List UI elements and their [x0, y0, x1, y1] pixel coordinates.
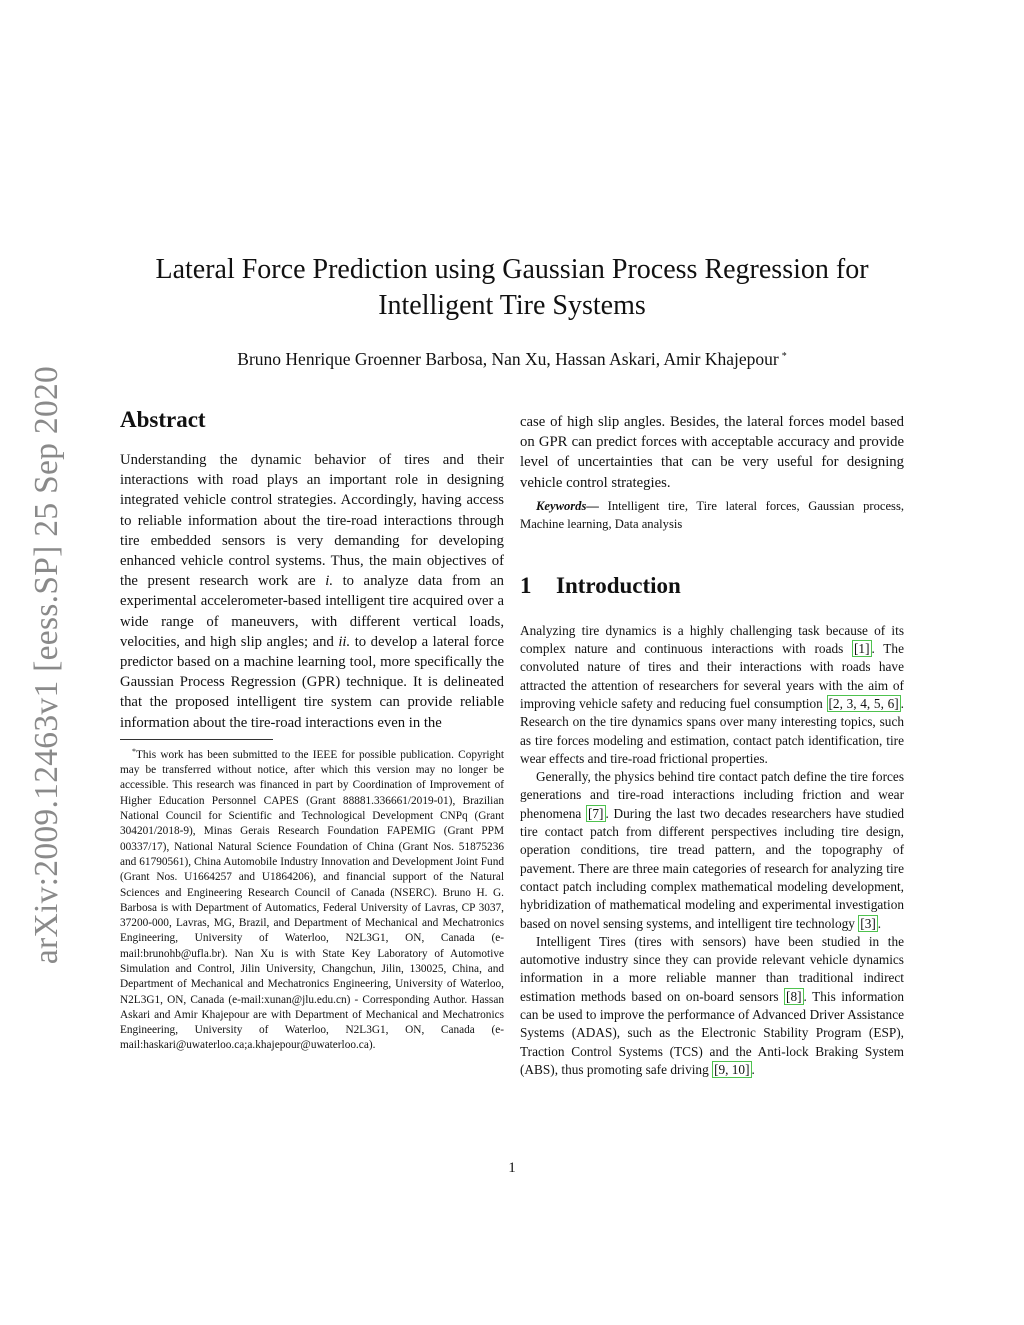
intro-p1-text-c: . Research on the tire dynamics spans over many interesting topics, such as tire forces modeling and estimation, contact patch identification, tire wear effects and tire-road frictional properties. [520, 696, 904, 766]
intro-p3-text-c: . [751, 1061, 755, 1077]
arxiv-stamp [26, 345, 68, 985]
abstract-body [120, 450, 504, 733]
intro-p2-text-b: . During the last two decades researchers have studied tire contact patch from different perspectives including tire design, operation conditions, tire tread pattern, and the topography of pavement. There are three main categories of research for analyzing tire contact patch including complex mathematical modeling development, hybridization of mathematical modeling and experimental investigation based on novel sensing systems, and intelligent tire technology [520, 805, 904, 931]
intro-p2-text-c: . [877, 915, 882, 931]
abstract-part-2: to analyze data from an experimental accelerometer-based intelligent tire acquired over a wide range of maneuvers, with different vertical loads, velocities, and high slip angles; and [120, 573, 504, 650]
intro-p1-text-b: . The convoluted nature of tires and their interactions with roads have attracted the attention of researchers for several years with the aim of improving vehicle safety and reducing fuel consumption [520, 641, 904, 711]
intro-paragraph-3 [520, 933, 904, 1079]
abstract-heading: Abstract [120, 407, 206, 432]
footnote-text: This work has been submitted to the IEEE for possible publication. Copyright may be transferred without notice, after which this version may no longer be accessible. This research was financed in part by Coordination of Improvement of Higher Education Personnel CAPES (Grant 88881.336661/2019-01), Brazilian National Council for Scientific and Technological Development CNPq (Grant 304201/2018-9), Minas Gerais Research Foundation FAPEMIG (Grant PPM 00337/17), National Natural Science Foundation of China (Grant Nos. 51875236 and 61790561), China Automobile Industry Innovation and Development Joint Fund (Grant Nos. U1664257 and U1864206), and financial support of the Natural Sciences and Engineering Research Council of Canada (NSERC). Bruno H. G. Barbosa is with Department of Automatics, Federal University of Lavras, CP 3037, 37200-000, Lavras, MG, Brazil, and Department of Mechanical and Mechatronics Engineering, University of Waterloo, N2L3G1, ON, Canada (e-mail:brunohb@ufla.br). Nan Xu is with State Key Laboratory of Automotive Simulation and Control, Jilin University, Changchun, Jilin, 130025, China, and Department of Mechanical and Mechatronics Engineering, University of Waterloo, N2L3G1, ON, Canada (e-mail:xunan@jlu.edu.cn) - Corresponding Author. Hassan Askari and Amir Khajepour are with Department of Mechanical and Mechatronics Engineering, University of Waterloo, N2L3G1, ON, Canada (e-mail:haskari@uwaterloo.ca;a.khajepour@uwaterloo.ca). [120, 748, 504, 1052]
citation-link[interactable]: [2, 3, 4, 5, 6] [828, 696, 899, 711]
citation-link[interactable]: [8] [786, 988, 802, 1004]
abstract-item-ii: ii. [338, 633, 351, 650]
page-number: 1 [508, 1160, 516, 1176]
intro-paragraph-1 [520, 622, 904, 768]
arxiv-identifier: arXiv:2009.12463v1 [eess.SP] 25 Sep 2020 [28, 365, 65, 965]
intro-p1-text-a: Analyzing tire dynamics is a highly challenging task because of its complex nature and continuous interactions with roads [520, 622, 904, 657]
footnote [120, 744, 504, 1054]
paper-title [100, 252, 924, 324]
keywords-label: Keywords— [536, 498, 599, 513]
keywords-text: Intelligent tire, Tire lateral forces, Gaussian process, Machine learning, Data analysis [520, 498, 904, 531]
citation-link[interactable]: [9, 10] [714, 1061, 750, 1077]
authors-text: Bruno Henrique Groenner Barbosa, Nan Xu, Hassan Askari, Amir Khajepour [237, 349, 779, 369]
intro-paragraph-2 [520, 768, 904, 933]
section-title: Introduction [556, 572, 681, 598]
title-line-2: Intelligent Tire Systems [378, 290, 646, 321]
keywords [520, 497, 904, 533]
abstract-part-3: to develop a lateral force predictor based on a machine learning tool, more specifically the Gaussian Process Regression (GPR) technique. It is delineated that the proposed intelligent tire system can provide reliable information about the tire-road interactions even in the [120, 633, 504, 731]
abstract-item-i: i. [325, 573, 333, 590]
footnote-mark: * [132, 746, 136, 756]
intro-p3-text-b: . This information can be used to improve the performance of Advanced Driver Assistance Systems (ADAS), such as the Electronic Stability Program (ESP), Traction Control Systems (TCS) and the Anti-lock Braking System (ABS), thus promoting safe driving [520, 988, 904, 1077]
footnote-divider [120, 739, 273, 740]
section-heading-introduction [520, 570, 904, 602]
citation-link[interactable]: [1] [854, 641, 870, 657]
citation-link[interactable]: [3] [860, 915, 876, 931]
right-column [520, 412, 904, 1079]
section-number: 1 [520, 572, 532, 598]
author-list [100, 345, 924, 371]
abstract-continuation: case of high slip angles. Besides, the lateral forces model based on GPR can predict forces with acceptable accuracy and provide level of uncertainties that can be very useful for designing vehicle control strategies. [520, 414, 904, 491]
intro-p3-text-a: Intelligent Tires (tires with sensors) have been studied in the automotive industry since they can provide relevant vehicle dynamics information in a more reliable manner than traditional indirect estimation methods based on on-board sensors [520, 933, 904, 1004]
citation-link[interactable]: [7] [587, 805, 604, 821]
abstract-part-1: Understanding the dynamic behavior of tires and their interactions with road plays an important role in designing integrated vehicle control strategies. Accordingly, having access to reliable information about the tire-road interactions through tire embedded sensors is very demanding for developing enhanced vehicle control systems. Thus, the main objectives of the present research work are [120, 452, 504, 590]
intro-p2-text-a: Generally, the physics behind tire contact patch define the tire forces generations and tire-road interactions including friction and wear phenomena [520, 769, 904, 821]
author-footnote-mark: * [781, 351, 787, 362]
title-line-1: Lateral Force Prediction using Gaussian Process Regression for [155, 254, 869, 285]
left-column [120, 404, 504, 1054]
